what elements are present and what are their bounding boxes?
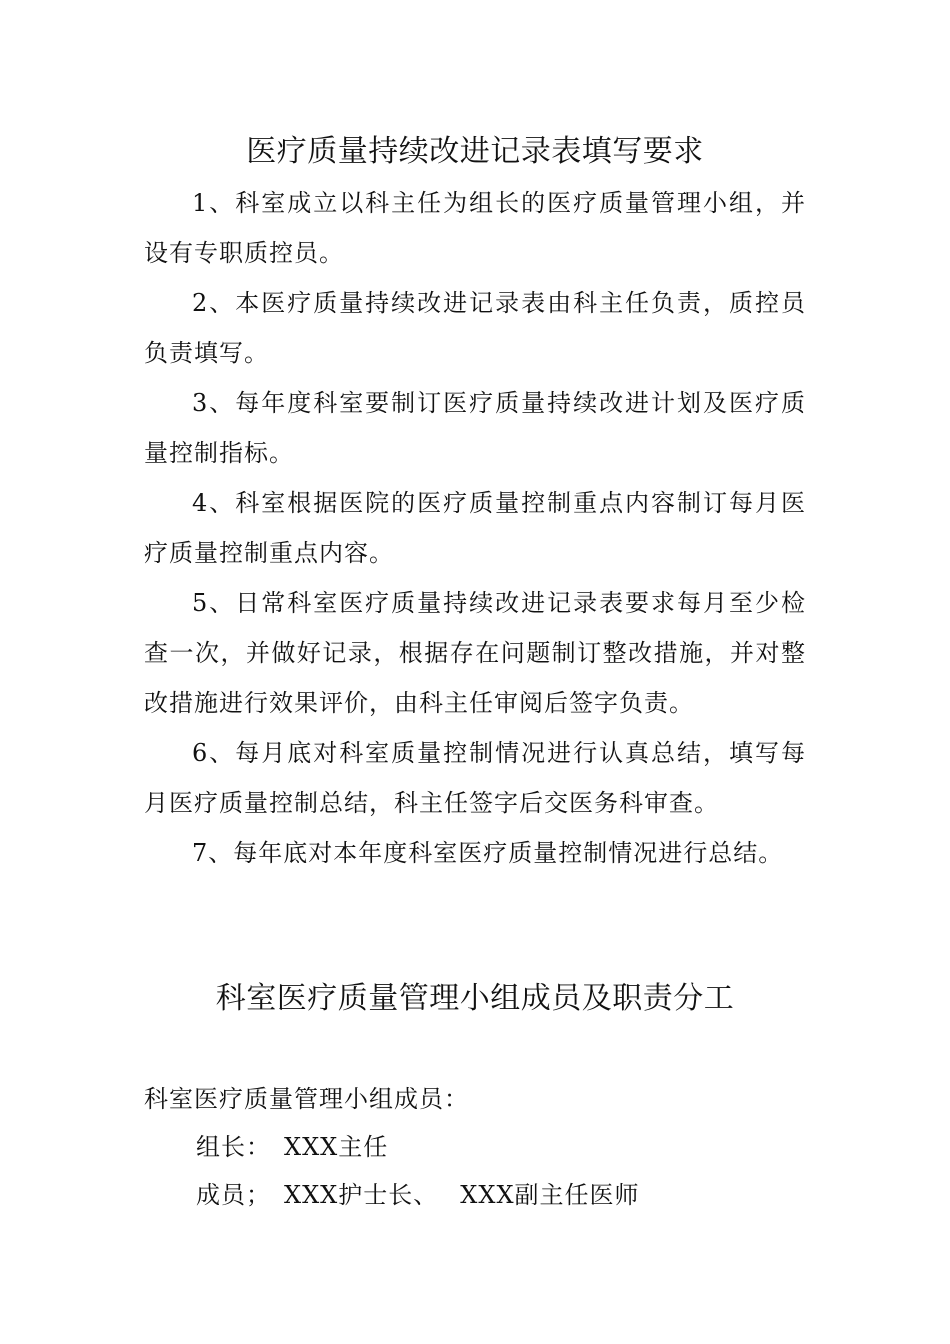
member-value: XXX护士长、 (284, 1181, 439, 1209)
requirement-item: 5、日常科室医疗质量持续改进记录表要求每月至少检查一次，并做好记录，根据存在问题制订整改措施，并对整改措施进行效果评价，由科主任审阅后签字负责。 (144, 589, 806, 717)
members-label: 成员； (196, 1181, 271, 1209)
leader-line (196, 1123, 388, 1171)
requirement-item: 6、每月底对科室质量控制情况进行认真总结，填写每月医疗质量控制总结，科主任签字后交医务科审查。 (144, 739, 806, 817)
requirement-item: 1、科室成立以科主任为组长的医疗质量管理小组，并设有专职质控员。 (144, 189, 806, 267)
leader-label: 组长： (196, 1133, 271, 1161)
requirement-item: 7、每年底对本年度科室医疗质量控制情况进行总结。 (192, 839, 784, 867)
members-heading: 科室医疗质量管理小组成员： (144, 1085, 469, 1113)
section-title: 科室医疗质量管理小组成员及职责分工 (215, 981, 735, 1016)
member-value: XXX副主任医师 (460, 1181, 640, 1209)
requirements-list (144, 178, 806, 878)
requirement-item: 3、每年度科室要制订医疗质量持续改进计划及医疗质量控制指标。 (144, 389, 806, 467)
leader-value: XXX主任 (284, 1133, 389, 1161)
requirement-item: 2、本医疗质量持续改进记录表由科主任负责，质控员负责填写。 (144, 289, 806, 367)
requirement-item: 4、科室根据医院的医疗质量控制重点内容制订每月医疗质量控制重点内容。 (144, 489, 806, 567)
document-title: 医疗质量持续改进记录表填写要求 (246, 134, 704, 169)
members-line (196, 1171, 640, 1219)
